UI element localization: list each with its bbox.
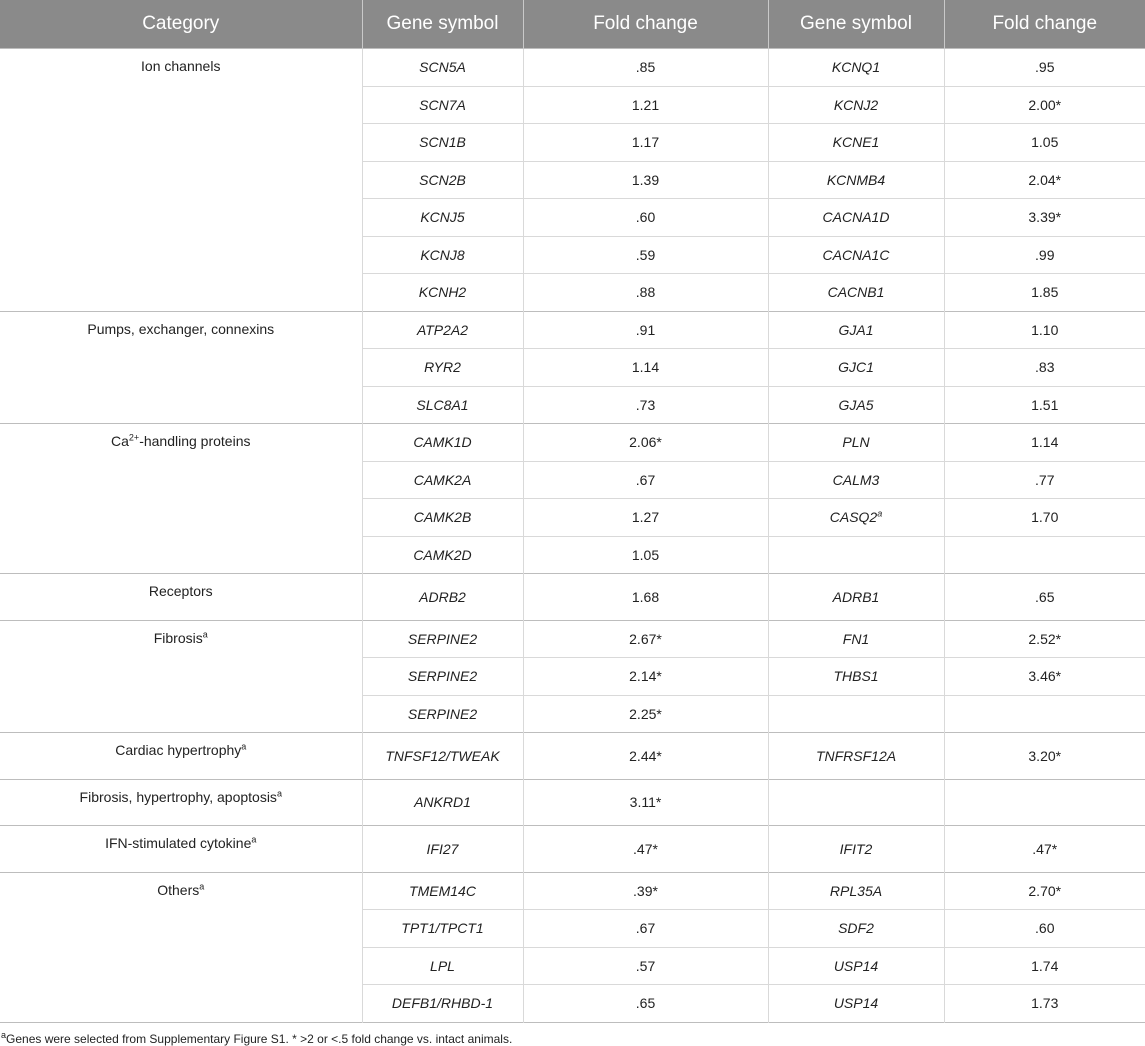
fold-change-value: 1.05 — [1031, 134, 1059, 151]
table-footnote — [0, 1023, 1145, 1046]
category-footnote-mark: a — [241, 741, 247, 752]
fold-change-value: .60 — [635, 209, 656, 226]
table-row — [0, 826, 1145, 873]
fold-change-value: .57 — [635, 957, 656, 974]
category-cell — [0, 424, 362, 574]
fold-change-value: 1.14 — [1031, 434, 1059, 451]
fold-change-value: .67 — [635, 471, 656, 488]
header-row — [0, 0, 1145, 49]
table-row — [0, 779, 1145, 826]
fold-change-value: 1.68 — [631, 588, 660, 605]
fold-change-value: .99 — [1035, 246, 1055, 263]
gene-symbol: ADRB2 — [419, 588, 466, 605]
gene-symbol-cell — [362, 349, 523, 387]
fold-change-cell — [523, 574, 768, 621]
gene-symbol: ADRB1 — [832, 588, 880, 605]
fold-change-value: 2.14* — [629, 668, 662, 685]
gene-symbol-cell — [362, 124, 523, 162]
gene-symbol-cell — [768, 311, 944, 349]
fold-change-cell — [944, 947, 1145, 985]
category-label: Ca — [111, 433, 129, 449]
gene-symbol-cell — [768, 499, 944, 537]
fold-change-value: 2.25* — [629, 705, 662, 722]
fold-change-cell — [944, 386, 1145, 424]
category-superscript: 2+ — [128, 432, 140, 443]
fold-change-cell — [523, 199, 768, 237]
category-cell — [0, 826, 362, 873]
gene-symbol-cell — [362, 574, 523, 621]
gene-symbol: ATP2A2 — [416, 321, 469, 338]
fold-change-value: 2.04* — [1028, 171, 1062, 188]
table-row — [0, 620, 1145, 658]
gene-symbol-cell — [362, 499, 523, 537]
fold-change-cell — [944, 910, 1145, 948]
fold-change-value: .85 — [635, 59, 656, 76]
gene-symbol: LPL — [430, 957, 455, 974]
fold-change-cell — [523, 620, 768, 658]
gene-symbol-cell — [768, 985, 944, 1023]
gene-symbol: USP14 — [833, 995, 879, 1012]
gene-symbol-cell — [362, 161, 523, 199]
gene-symbol: GJC1 — [838, 359, 874, 376]
gene-symbol-cell — [362, 658, 523, 696]
fold-change-value: .91 — [635, 321, 656, 338]
fold-change-value: 1.74 — [1031, 957, 1059, 974]
gene-symbol: TMEM14C — [409, 882, 476, 899]
fold-change-cell — [944, 985, 1145, 1023]
table-row — [0, 49, 1145, 87]
gene-symbol-cell — [362, 274, 523, 312]
category-cell — [0, 733, 362, 780]
gene-symbol: RPL35A — [829, 882, 883, 899]
gene-symbol: CASQ2 — [829, 509, 878, 526]
category-cell — [0, 779, 362, 826]
fold-change-value: .65 — [1035, 588, 1055, 605]
fold-change-value: .60 — [1035, 920, 1055, 937]
fold-change-cell — [523, 124, 768, 162]
fold-change-cell — [944, 733, 1145, 780]
table-row — [0, 424, 1145, 462]
fold-change-cell — [944, 461, 1145, 499]
gene-symbol: CAMK2D — [413, 546, 472, 563]
gene-symbol: TNFRSF12A — [815, 747, 897, 764]
gene-symbol-cell — [362, 461, 523, 499]
gene-symbol: KCNH2 — [418, 284, 467, 301]
gene-symbol: TPT1/TPCT1 — [401, 920, 484, 937]
fold-change-value: .83 — [1035, 359, 1055, 376]
gene-symbol: SERPINE2 — [407, 668, 478, 685]
gene-symbol-cell — [362, 86, 523, 124]
gene-symbol: KCNQ1 — [831, 59, 881, 76]
fold-change-value: 2.00* — [1028, 96, 1062, 113]
gene-symbol: SERPINE2 — [407, 705, 478, 722]
fold-change-cell — [944, 658, 1145, 696]
fold-change-value: .67 — [635, 920, 656, 937]
fold-change-cell — [944, 349, 1145, 387]
fold-change-value: 3.39* — [1028, 209, 1062, 226]
fold-change-cell — [944, 124, 1145, 162]
gene-symbol-cell — [362, 695, 523, 733]
fold-change-cell — [523, 461, 768, 499]
gene-symbol: CACNA1D — [822, 209, 890, 226]
fold-change-value: 3.11* — [629, 794, 662, 811]
header-fold-change-2: Fold change — [944, 0, 1145, 49]
gene-symbol-cell — [768, 349, 944, 387]
fold-change-cell — [523, 424, 768, 462]
category-footnote-mark: a — [202, 628, 208, 639]
gene-symbol-cell — [768, 733, 944, 780]
gene-symbol-cell — [362, 733, 523, 780]
fold-change-cell — [523, 733, 768, 780]
gene-symbol: DEFB1/RHBD-1 — [391, 995, 494, 1012]
category-footnote-mark: a — [276, 787, 282, 798]
category-cell — [0, 574, 362, 621]
fold-change-cell — [944, 199, 1145, 237]
fold-change-cell — [523, 910, 768, 948]
category-label: Fibrosis, hypertrophy, apoptosis — [79, 788, 277, 805]
fold-change-cell — [523, 274, 768, 312]
gene-symbol-cell — [362, 236, 523, 274]
gene-symbol-cell — [768, 947, 944, 985]
category-label: Receptors — [148, 583, 213, 599]
fold-change-cell — [944, 574, 1145, 621]
fold-change-cell — [944, 779, 1145, 826]
table-body — [0, 49, 1145, 1023]
gene-symbol-cell — [362, 910, 523, 948]
fold-change-value: 1.27 — [631, 509, 660, 526]
table-row — [0, 574, 1145, 621]
fold-change-value: 1.14 — [631, 359, 660, 376]
fold-change-cell — [944, 826, 1145, 873]
category-footnote-mark: a — [251, 834, 257, 845]
header-fold-change-1: Fold change — [523, 0, 768, 49]
fold-change-value: .73 — [635, 396, 656, 413]
gene-symbol: IFIT2 — [839, 840, 873, 857]
category-label-rest: -handling proteins — [139, 433, 251, 449]
gene-symbol: CAMK1D — [413, 434, 472, 451]
category-footnote-mark: a — [199, 880, 205, 891]
fold-change-cell — [523, 779, 768, 826]
fold-change-cell — [944, 620, 1145, 658]
category-cell — [0, 620, 362, 733]
fold-change-cell — [523, 349, 768, 387]
gene-symbol-cell — [768, 386, 944, 424]
gene-symbol: KCNE1 — [832, 134, 880, 151]
gene-symbol: GJA1 — [838, 321, 874, 338]
gene-symbol-cell — [362, 826, 523, 873]
gene-symbol: KCNJ8 — [420, 246, 465, 263]
gene-symbol-cell — [768, 199, 944, 237]
fold-change-value: 2.67* — [629, 630, 662, 647]
fold-change-cell — [523, 695, 768, 733]
fold-change-cell — [523, 499, 768, 537]
table-row — [0, 733, 1145, 780]
gene-symbol: SLC8A1 — [416, 396, 469, 413]
fold-change-cell — [523, 826, 768, 873]
gene-symbol-cell — [362, 199, 523, 237]
gene-symbol: SERPINE2 — [407, 630, 478, 647]
category-label: Pumps, exchanger, connexins — [87, 320, 275, 337]
gene-symbol-cell — [362, 386, 523, 424]
gene-symbol-cell — [362, 424, 523, 462]
fold-change-value: 1.39 — [631, 171, 660, 188]
fold-change-cell — [523, 536, 768, 574]
category-cell — [0, 311, 362, 424]
category-label: Others — [157, 881, 200, 898]
gene-symbol-cell — [768, 826, 944, 873]
fold-change-value: 1.21 — [631, 96, 660, 113]
gene-symbol-cell — [362, 536, 523, 574]
gene-symbol: SCN7A — [419, 96, 466, 113]
gene-symbol: THBS1 — [833, 668, 879, 685]
fold-change-value: 1.70 — [1031, 509, 1059, 526]
gene-symbol-cell — [768, 236, 944, 274]
gene-symbol: KCNMB4 — [826, 171, 886, 188]
fold-change-cell — [523, 161, 768, 199]
gene-symbol: CAMK2B — [413, 509, 472, 526]
gene-symbol-cell — [362, 620, 523, 658]
gene-symbol-cell — [768, 49, 944, 87]
table-row — [0, 872, 1145, 910]
fold-change-value: 1.51 — [1031, 396, 1059, 413]
fold-change-cell — [523, 86, 768, 124]
gene-symbol: PLN — [842, 434, 870, 451]
gene-symbol: SDF2 — [838, 920, 874, 937]
fold-change-cell — [944, 695, 1145, 733]
fold-change-cell — [944, 49, 1145, 87]
fold-change-cell — [944, 311, 1145, 349]
gene-symbol-cell — [362, 49, 523, 87]
fold-change-value: 3.46* — [1028, 668, 1062, 685]
fold-change-cell — [944, 536, 1145, 574]
gene-symbol-cell — [768, 620, 944, 658]
gene-symbol: CACNA1C — [822, 246, 890, 263]
gene-symbol-cell — [768, 574, 944, 621]
fold-change-value: .47* — [633, 840, 658, 857]
fold-change-cell — [523, 985, 768, 1023]
fold-change-value: .59 — [635, 246, 656, 263]
gene-symbol-cell — [362, 779, 523, 826]
fold-change-cell — [523, 658, 768, 696]
category-label: Cardiac hypertrophy — [115, 742, 242, 758]
gene-symbol-cell — [768, 695, 944, 733]
fold-change-cell — [523, 947, 768, 985]
gene-symbol-cell — [768, 124, 944, 162]
category-label: IFN-stimulated cytokine — [105, 835, 252, 851]
fold-change-value: .65 — [635, 995, 656, 1012]
gene-symbol: GJA5 — [838, 396, 874, 413]
header-gene-symbol-2: Gene symbol — [768, 0, 944, 49]
fold-change-cell — [944, 161, 1145, 199]
gene-symbol: CACNB1 — [827, 284, 885, 301]
gene-symbol-cell — [362, 947, 523, 985]
fold-change-value: 1.10 — [1031, 321, 1059, 338]
gene-symbol-cell — [362, 311, 523, 349]
fold-change-value: .95 — [1035, 59, 1055, 76]
gene-symbol: FN1 — [842, 630, 870, 647]
fold-change-value: 3.20* — [1028, 747, 1062, 764]
gene-symbol: ANKRD1 — [414, 794, 471, 811]
gene-symbol-cell — [768, 779, 944, 826]
fold-change-value: 1.17 — [631, 134, 660, 151]
fold-change-cell — [523, 386, 768, 424]
gene-symbol: KCNJ2 — [833, 96, 879, 113]
fold-change-cell — [523, 236, 768, 274]
category-label: Fibrosis — [153, 629, 203, 646]
fold-change-cell — [944, 424, 1145, 462]
gene-symbol-cell — [768, 536, 944, 574]
fold-change-value: 2.52* — [1028, 630, 1062, 647]
fold-change-value: .39* — [633, 882, 658, 899]
fold-change-value: .47* — [1032, 840, 1058, 857]
fold-change-value: .77 — [1035, 471, 1055, 488]
gene-symbol-cell — [768, 86, 944, 124]
gene-symbol-cell — [768, 424, 944, 462]
table-header — [0, 0, 1145, 49]
gene-symbol: CALM3 — [832, 471, 880, 488]
gene-symbol: KCNJ5 — [420, 209, 465, 226]
table-row — [0, 311, 1145, 349]
gene-symbol: RYR2 — [424, 359, 461, 376]
gene-symbol: IFI27 — [426, 840, 459, 857]
fold-change-cell — [523, 311, 768, 349]
category-cell — [0, 872, 362, 1022]
category-label: Ion channels — [141, 58, 221, 74]
fold-change-value: .88 — [635, 284, 656, 301]
gene-footnote-mark: a — [877, 508, 883, 519]
fold-change-cell — [523, 872, 768, 910]
fold-change-value: 2.06* — [629, 434, 662, 451]
gene-symbol: CAMK2A — [413, 471, 472, 488]
fold-change-cell — [944, 499, 1145, 537]
gene-symbol-cell — [768, 872, 944, 910]
fold-change-cell — [523, 49, 768, 87]
gene-symbol-cell — [768, 161, 944, 199]
fold-change-value: 2.70* — [1028, 882, 1062, 899]
gene-symbol-cell — [768, 461, 944, 499]
gene-symbol: SCN1B — [419, 134, 466, 151]
footnote-text: Genes were selected from Supplementary Figure S1. * >2 or <.5 fold change vs. intact animals. — [6, 1031, 513, 1046]
category-cell — [0, 49, 362, 312]
fold-change-cell — [944, 236, 1145, 274]
fold-change-cell — [944, 872, 1145, 910]
gene-symbol: TNFSF12/TWEAK — [385, 747, 500, 764]
fold-change-cell — [944, 86, 1145, 124]
gene-symbol-cell — [768, 658, 944, 696]
fold-change-value: 2.44* — [629, 747, 662, 764]
fold-change-value: 1.05 — [631, 546, 660, 563]
gene-symbol: SCN5A — [419, 59, 466, 76]
header-gene-symbol-1: Gene symbol — [362, 0, 523, 49]
gene-symbol: SCN2B — [419, 171, 466, 188]
fold-change-cell — [944, 274, 1145, 312]
header-category: Category — [0, 0, 362, 49]
gene-symbol-cell — [768, 274, 944, 312]
fold-change-value: 1.85 — [1031, 284, 1059, 301]
gene-symbol-cell — [362, 985, 523, 1023]
fold-change-value: 1.73 — [1031, 995, 1059, 1012]
gene-symbol: USP14 — [833, 957, 879, 974]
footnote-mark: a — [1, 1029, 7, 1040]
gene-symbol-cell — [362, 872, 523, 910]
gene-symbol-cell — [768, 910, 944, 948]
